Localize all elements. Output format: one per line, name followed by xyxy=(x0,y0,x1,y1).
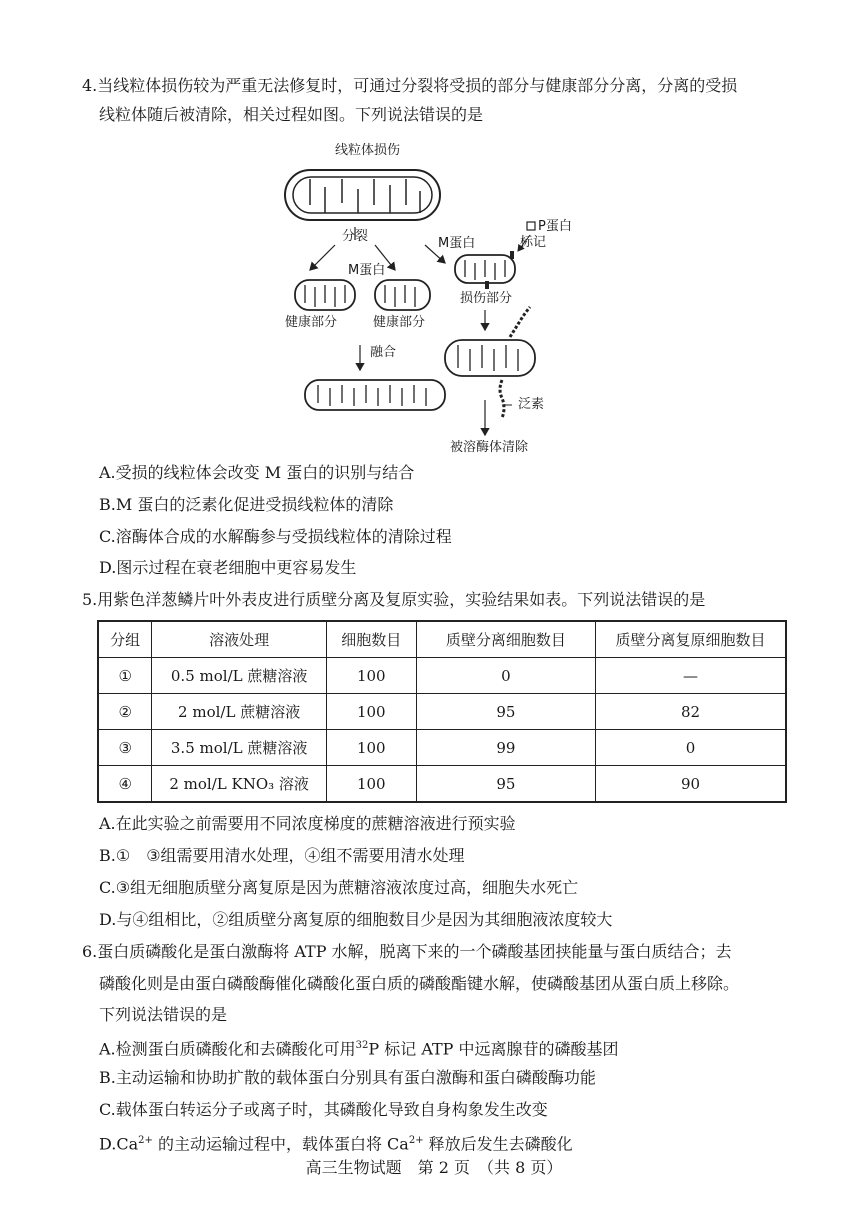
table-header-row xyxy=(98,621,786,658)
table-row xyxy=(98,730,786,766)
label-ubiquitin: 泛素 xyxy=(518,397,545,412)
table-header: 质壁分离细胞数目 xyxy=(416,621,595,658)
healthy-part-right-shape xyxy=(375,280,430,310)
q6-option-a xyxy=(99,1033,619,1062)
q6-option-d xyxy=(99,1128,573,1157)
table-cell: 2 mol/L 蔗糖溶液 xyxy=(152,694,327,730)
table-cell: 0.5 mol/L 蔗糖溶液 xyxy=(152,658,327,694)
q4-option-a: A.受损的线粒体会改变 M 蛋白的识别与结合 xyxy=(99,463,415,482)
table-cell: ② xyxy=(98,694,152,730)
table-cell: 0 xyxy=(416,658,595,694)
q4-option-b: B.M 蛋白的泛素化促进受损线粒体的清除 xyxy=(99,495,394,514)
q5-option-b: B.① ③组需要用清水处理，④组不需要用清水处理 xyxy=(99,846,465,865)
q6-option-a-sup: 32 xyxy=(355,1040,369,1051)
label-mito-damage: 线粒体损伤 xyxy=(335,143,401,158)
q5-option-c: C.③组无细胞质壁分离复原是因为蔗糖溶液浓度过高，细胞失水死亡 xyxy=(99,878,579,897)
table-row xyxy=(98,658,786,694)
q4-option-d: D.图示过程在衰老细胞中更容易发生 xyxy=(99,558,357,577)
table-cell: 100 xyxy=(326,766,416,803)
table-cell: ④ xyxy=(98,766,152,803)
table-cell: ③ xyxy=(98,730,152,766)
table-cell: 95 xyxy=(416,766,595,803)
q6-option-d-mid: 的主动运输过程中，载体蛋白将 Ca xyxy=(152,1134,409,1154)
label-fission: 分裂 xyxy=(342,229,369,244)
table-cell: 100 xyxy=(326,730,416,766)
q6-stem-line-2: 磷酸化则是由蛋白磷酸酶催化磷酸化蛋白质的磷酸酯键水解，使磷酸基团从蛋白质上移除。 xyxy=(99,974,740,993)
table-cell: 2 mol/L KNO₃ 溶液 xyxy=(152,766,327,803)
damaged-part-shape xyxy=(455,251,515,289)
table-cell: 90 xyxy=(596,766,786,803)
table-cell: 99 xyxy=(416,730,595,766)
q6-option-d-prefix: D.Ca xyxy=(99,1134,139,1154)
q6-option-d-sup2: 2+ xyxy=(408,1135,424,1146)
label-m-protein-right: M蛋白 xyxy=(438,236,476,251)
q5-option-a: A.在此实验之前需要用不同浓度梯度的蔗糖溶液进行预实验 xyxy=(99,814,516,833)
q6-option-a-prefix: A.检测蛋白质磷酸化和去磷酸化可用 xyxy=(99,1039,356,1059)
q4-stem-line-1: 4.当线粒体损伤较为严重无法修复时，可通过分裂将受损的部分与健康部分分离，分离的受损 xyxy=(82,76,738,95)
label-fusion: 融合 xyxy=(370,345,397,360)
table-row xyxy=(98,766,786,803)
fused-mitochondrion-shape xyxy=(305,380,445,410)
experiment-table xyxy=(97,620,787,803)
q5-stem: 5.用紫色洋葱鳞片叶外表皮进行质壁分离及复原实验，实验结果如表。下列说法错误的是 xyxy=(82,590,706,609)
table-header: 溶液处理 xyxy=(152,621,327,658)
table-cell: ① xyxy=(98,658,152,694)
table-cell: — xyxy=(596,658,786,694)
q5-option-d: D.与④组相比，②组质壁分离复原的细胞数目少是因为其细胞液浓度较大 xyxy=(99,910,613,929)
q6-stem-line-3: 下列说法错误的是 xyxy=(99,1005,228,1024)
page-footer: 高三生物试题 第 2 页 （共 8 页） xyxy=(305,1158,563,1177)
table-cell: 3.5 mol/L 蔗糖溶液 xyxy=(152,730,327,766)
label-damaged-part: 损伤部分 xyxy=(460,291,513,306)
damaged-mitochondrion-shape xyxy=(285,170,440,220)
label-m-protein-left: M蛋白 xyxy=(348,263,386,278)
label-p-protein: P蛋白 xyxy=(538,219,572,234)
q6-option-c: C.载体蛋白转运分子或离子时，其磷酸化导致自身构象发生改变 xyxy=(99,1100,548,1119)
healthy-part-left-shape xyxy=(295,280,355,310)
table-header: 分组 xyxy=(98,621,152,658)
q6-stem-line-1: 6.蛋白质磷酸化是蛋白激酶将 ATP 水解，脱离下来的一个磷酸基团挟能量与蛋白质结合；去 xyxy=(82,942,732,961)
q4-option-c: C.溶酶体合成的水解酶参与受损线粒体的清除过程 xyxy=(99,527,452,546)
table-header: 质壁分离复原细胞数目 xyxy=(596,621,786,658)
q6-option-d-suffix: 释放后发生去磷酸化 xyxy=(423,1134,573,1154)
label-lysosome: 被溶酶体清除 xyxy=(450,440,529,455)
table-cell: 100 xyxy=(326,658,416,694)
label-healthy-right: 健康部分 xyxy=(373,315,426,330)
table-header: 细胞数目 xyxy=(326,621,416,658)
q6-option-d-sup: 2+ xyxy=(138,1135,153,1146)
table-cell: 82 xyxy=(596,694,786,730)
mitochondria-diagram xyxy=(270,135,600,460)
table-cell: 0 xyxy=(596,730,786,766)
label-healthy-left: 健康部分 xyxy=(285,315,338,330)
mitochondria-diagram-svg xyxy=(270,135,600,460)
q4-stem-line-2: 线粒体随后被清除，相关过程如图。下列说法错误的是 xyxy=(99,105,484,124)
table-row xyxy=(98,694,786,730)
table-cell: 95 xyxy=(416,694,595,730)
q6-option-a-suffix: P 标记 ATP 中远离腺苷的磷酸基团 xyxy=(368,1039,619,1059)
table-cell: 100 xyxy=(326,694,416,730)
q6-option-b: B.主动运输和协助扩散的载体蛋白分别具有蛋白激酶和蛋白磷酸酶功能 xyxy=(99,1068,596,1087)
label-mark: 标记 xyxy=(520,235,547,250)
